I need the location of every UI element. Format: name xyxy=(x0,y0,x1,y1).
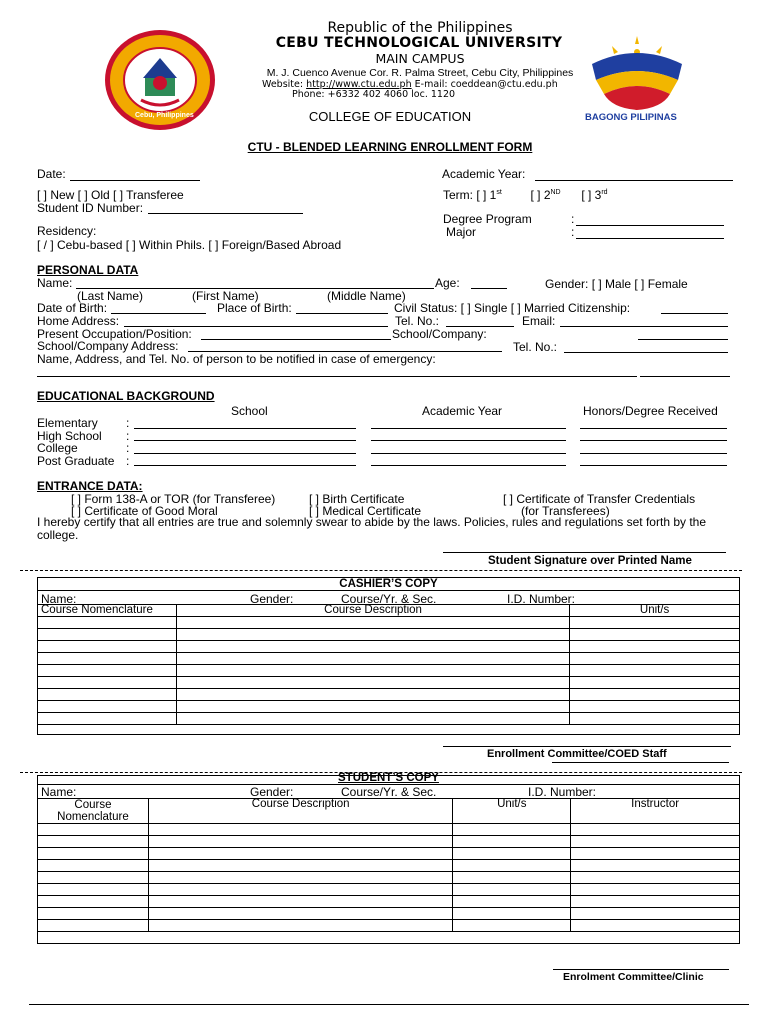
level-college: College xyxy=(37,441,78,455)
age-label: Age: xyxy=(435,276,460,290)
edu-college-honors[interactable] xyxy=(580,453,727,454)
website-label: Website: xyxy=(262,79,307,90)
term-2-sup: ND xyxy=(550,189,561,196)
bottom-rule xyxy=(29,1004,749,1005)
cashier-col-nomenclature: Course Nomenclature xyxy=(38,605,177,617)
edu-hs-year[interactable] xyxy=(371,440,566,441)
academic-year-field[interactable] xyxy=(535,180,733,181)
cut-line-1 xyxy=(20,570,742,571)
date-field[interactable] xyxy=(70,180,200,181)
header-republic: Republic of the Philippines xyxy=(327,20,513,36)
header-campus: MAIN CAMPUS xyxy=(375,51,465,66)
level-high-school: High School xyxy=(37,429,102,443)
cashier-copy-title: CASHIER’S COPY xyxy=(339,578,438,590)
edu-college-school[interactable] xyxy=(134,453,356,454)
citizenship-field[interactable] xyxy=(661,313,728,314)
academic-year-label: Academic Year: xyxy=(442,167,526,181)
pob-label: Place of Birth: xyxy=(217,301,292,315)
date-label: Date: xyxy=(37,167,66,181)
tel2-field[interactable] xyxy=(564,352,728,353)
table-row[interactable] xyxy=(38,689,740,701)
emergency-field[interactable] xyxy=(37,376,637,377)
student-signature-line-copy[interactable] xyxy=(553,969,729,970)
table-row[interactable] xyxy=(38,713,740,725)
cashier-course-label: Course/Yr. & Sec. xyxy=(341,592,437,606)
colon-4: : xyxy=(126,454,130,468)
name-label: Name: xyxy=(37,276,73,290)
cashier-col-description: Course Description xyxy=(176,605,569,617)
gender-options[interactable]: Gender: [ ] Male [ ] Female xyxy=(545,277,688,291)
student-signature-line[interactable] xyxy=(443,552,726,553)
header-college: COLLEGE OF EDUCATION xyxy=(308,109,472,124)
student-course-table xyxy=(37,798,740,932)
table-row[interactable] xyxy=(38,629,740,641)
col-academic-year: Academic Year xyxy=(422,404,503,418)
col-school: School xyxy=(231,404,268,418)
pob-field[interactable] xyxy=(296,313,388,314)
student-col-nomenclature-text: Nomenclature xyxy=(57,811,129,823)
colon-1: : xyxy=(126,416,130,430)
bagong-pilipinas-logo xyxy=(582,32,692,128)
good-moral-checkbox[interactable]: [ ] Certificate of Good Moral xyxy=(71,504,218,518)
education-heading: EDUCATIONAL BACKGROUND xyxy=(37,389,215,403)
edu-hs-honors[interactable] xyxy=(580,440,727,441)
status-options[interactable]: [ ] New [ ] Old [ ] Transferee xyxy=(37,188,184,202)
level-post-graduate: Post Graduate xyxy=(37,454,115,468)
for-transferees-note: (for Transferees) xyxy=(521,504,610,518)
cashier-id-label: I.D. Number: xyxy=(507,592,576,606)
form-title: CTU - BLENDED LEARNING ENROLLMENT FORM xyxy=(247,140,533,154)
table-row[interactable] xyxy=(38,617,740,629)
header-phone: Phone: +6332 402 4060 loc. 1120 xyxy=(292,89,456,100)
level-elementary: Elementary xyxy=(37,416,98,430)
school-company-field[interactable] xyxy=(638,339,728,340)
certification-text: I hereby certify that all entries are true and solemnly swear to abide by the laws. Policies, rules and regulations set forth by the college. xyxy=(37,515,707,542)
student-copy-title: STUDENT’S COPY xyxy=(338,772,439,784)
table-row[interactable] xyxy=(38,848,740,860)
col-honors: Honors/Degree Received xyxy=(583,404,718,418)
table-row[interactable] xyxy=(38,908,740,920)
student-name-label: Name: xyxy=(41,785,77,799)
student-col-units: Unit/s xyxy=(453,799,571,824)
degree-program-label: Degree Program xyxy=(443,212,532,226)
cashier-gender-label: Gender: xyxy=(250,592,294,606)
student-gender-label: Gender: xyxy=(250,785,294,799)
edu-elem-honors[interactable] xyxy=(580,428,727,429)
home-address-label: Home Address: xyxy=(37,314,120,328)
emergency-field-2[interactable] xyxy=(640,376,730,377)
table-row[interactable] xyxy=(38,665,740,677)
cashier-signature-label: Enrollment Committee/COED Staff xyxy=(487,748,667,760)
last-name-hint: (Last Name) xyxy=(77,289,144,303)
cashier-signature-underline xyxy=(552,762,729,763)
school-address-label: School/Company Address: xyxy=(37,339,179,353)
table-row[interactable] xyxy=(38,677,740,689)
cashier-name-label: Name: xyxy=(41,592,77,606)
table-header xyxy=(38,799,740,824)
tel2-label: Tel. No.: xyxy=(513,340,558,354)
age-field[interactable] xyxy=(471,288,507,289)
colon-2: : xyxy=(126,429,130,443)
student-col-course: Course xyxy=(74,799,112,811)
student-course-label: Course/Yr. & Sec. xyxy=(341,785,437,799)
edu-pg-year[interactable] xyxy=(371,465,566,466)
website-link[interactable]: http://www.ctu.edu.ph xyxy=(306,79,412,90)
cashier-title-rule xyxy=(37,590,740,591)
entrance-heading: ENTRANCE DATA: xyxy=(37,479,143,493)
table-row[interactable] xyxy=(38,641,740,653)
term-1-sup: st xyxy=(496,189,502,196)
birth-cert-checkbox[interactable]: [ ] Birth Certificate xyxy=(309,492,405,506)
edu-elem-school[interactable] xyxy=(134,428,356,429)
cashier-course-table xyxy=(37,604,740,725)
cashier-signature-line[interactable] xyxy=(443,746,731,747)
school-company-label: School/Company: xyxy=(392,327,487,341)
major-label: Major xyxy=(446,225,477,239)
email-field[interactable] xyxy=(560,326,728,327)
table-row[interactable] xyxy=(38,653,740,665)
colon-3: : xyxy=(126,441,130,455)
occupation-label: Present Occupation/Position: xyxy=(37,327,192,341)
edu-pg-school[interactable] xyxy=(134,465,356,466)
degree-program-field[interactable] xyxy=(576,225,724,226)
dob-label: Date of Birth: xyxy=(37,301,108,315)
header-university: CEBU TECHNOLOGICAL UNIVERSITY xyxy=(275,35,563,51)
term-1: Term: [ ] 1 xyxy=(443,188,497,202)
student-id-field[interactable] xyxy=(148,213,303,214)
header-email: E-mail: coeddean@ctu.edu.ph xyxy=(411,79,558,90)
middle-name-hint: (Middle Name) xyxy=(327,289,406,303)
university-seal xyxy=(103,28,217,132)
residency-label: Residency: xyxy=(37,224,97,238)
term-options[interactable] xyxy=(443,188,608,202)
edu-hs-school[interactable] xyxy=(134,440,356,441)
term-2: [ ] 2 xyxy=(530,188,551,202)
personal-data-heading: PERSONAL DATA xyxy=(37,263,139,277)
emergency-label: Name, Address, and Tel. No. of person to be notified in case of emergency: xyxy=(37,352,436,366)
student-col-description: Course Description xyxy=(148,799,452,824)
student-id-label: Student ID Number: xyxy=(37,201,144,215)
edu-college-year[interactable] xyxy=(371,453,566,454)
table-row[interactable] xyxy=(38,896,740,908)
term-3: [ ] 3 xyxy=(581,188,602,202)
email-label: Email: xyxy=(522,314,556,328)
degree-colon: : xyxy=(571,212,575,226)
table-header xyxy=(38,605,740,617)
student-col-instructor: Instructor xyxy=(571,799,740,824)
major-colon: : xyxy=(571,225,575,239)
term-3-sup: rd xyxy=(601,189,608,196)
header-address: M. J. Cuenco Avenue Cor. R. Palma Street, Cebu City, Philippines xyxy=(266,67,574,79)
student-signature-label: Student Signature over Printed Name xyxy=(488,555,692,567)
table-row[interactable] xyxy=(38,836,740,848)
form138-checkbox[interactable]: [ ] Form 138-A or TOR (for Transferee) xyxy=(71,492,276,506)
major-field[interactable] xyxy=(576,238,724,239)
seal-bottom-text: Cebu, Philippines xyxy=(135,112,194,119)
medical-cert-checkbox[interactable]: [ ] Medical Certificate xyxy=(309,504,422,518)
transfer-cred-checkbox[interactable]: [ ] Certificate of Transfer Credentials xyxy=(503,492,696,506)
first-name-hint: (First Name) xyxy=(192,289,259,303)
cashier-col-units: Unit/s xyxy=(570,605,740,617)
edu-pg-honors[interactable] xyxy=(580,465,727,466)
edu-elem-year[interactable] xyxy=(371,428,566,429)
student-col-nomenclature xyxy=(38,799,149,824)
dob-field[interactable] xyxy=(111,313,206,314)
occupation-field[interactable] xyxy=(201,339,391,340)
student-id-label-copy: I.D. Number: xyxy=(528,785,597,799)
residency-options[interactable]: [ / ] Cebu-based [ ] Within Phils. [ ] Foreign/Based Abroad xyxy=(37,238,342,252)
tel-label: Tel. No.: xyxy=(395,314,440,328)
table-row[interactable] xyxy=(38,920,740,932)
student-copy-signature-label: Enrolment Committee/Clinic xyxy=(563,971,704,983)
table-row[interactable] xyxy=(38,872,740,884)
table-row[interactable] xyxy=(38,824,740,836)
table-row[interactable] xyxy=(38,701,740,713)
bagong-pilipinas-text: BAGONG PILIPINAS xyxy=(585,112,677,123)
civil-status-options[interactable]: Civil Status: [ ] Single [ ] Married Citizenship: xyxy=(394,301,631,315)
table-row[interactable] xyxy=(38,884,740,896)
table-row[interactable] xyxy=(38,860,740,872)
